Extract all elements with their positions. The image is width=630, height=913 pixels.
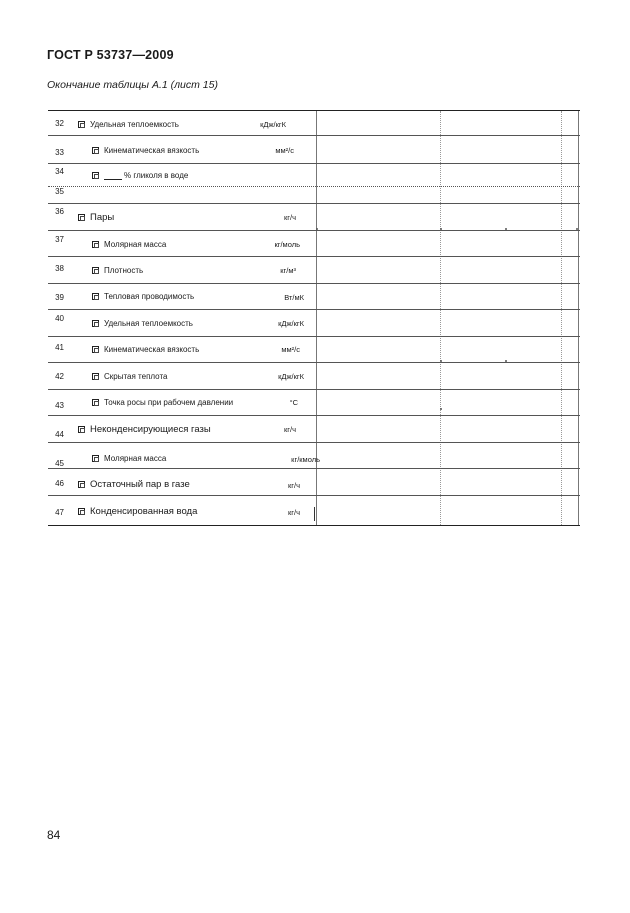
row-unit: Вт/мК [284,293,304,302]
row-unit: кДж/кгК [278,319,304,328]
row-label: Тепловая проводимость [92,292,194,301]
checkbox-icon[interactable] [92,373,99,380]
table-caption: Окончание таблицы А.1 (лист 15) [47,79,218,91]
row-label: Кинематическая вязкость [92,146,199,155]
row-divider [48,336,580,337]
row-number: 44 [55,430,64,439]
column-divider [561,111,562,525]
row-unit: кг/ч [283,213,296,222]
row-divider [48,468,580,469]
row-unit: кг/ч [287,481,300,490]
row-number: 33 [55,148,64,157]
marker-dot [440,408,442,410]
row-divider [48,283,580,284]
checkbox-icon[interactable] [92,320,99,327]
data-table [48,110,580,526]
row-label: Конденсированная вода [78,506,197,517]
row-unit: кг/моль [274,240,300,249]
row-label: Кинематическая вязкость [92,345,199,354]
row-number: 45 [55,459,64,468]
row-divider [48,362,580,363]
checkbox-icon[interactable] [92,267,99,274]
row-number: 42 [55,372,64,381]
row-number: 40 [55,314,64,323]
row-number: 34 [55,167,64,176]
marker-dot [440,228,442,230]
checkbox-icon[interactable] [78,481,85,488]
row-label: Плотность [92,266,143,275]
checkbox-icon[interactable] [92,241,99,248]
row-unit: кг/ч [287,508,300,517]
row-unit: кДж/кгК [278,372,304,381]
row-divider [48,230,580,231]
row-number: 39 [55,293,64,302]
row-label: Удельная теплоемкость [78,120,179,129]
checkbox-icon[interactable] [92,293,99,300]
row-label: Неконденсирующиеся газы [78,424,211,435]
marker-dot [576,228,578,230]
row-label: Скрытая теплота [92,372,167,381]
column-divider [440,111,441,525]
row-label: Молярная масса [92,454,166,463]
row-unit: кг/кмоль [291,455,320,464]
checkbox-icon[interactable] [78,426,85,433]
column-divider [578,111,579,525]
page-number: 84 [47,828,61,842]
row-number: 47 [55,508,64,517]
marker-dot [440,360,442,362]
row-divider [48,309,580,310]
checkbox-icon[interactable] [92,346,99,353]
row-unit: кг/м³ [280,266,296,275]
checkbox-icon[interactable] [92,172,99,179]
row-unit: °С [289,398,298,407]
blank-field[interactable] [104,171,122,180]
row-divider [48,135,580,136]
row-label: Точка росы при рабочем давлении [92,398,233,407]
document-header: ГОСТ Р 53737—2009 [47,48,174,62]
marker-dot [505,228,507,230]
row-number: 35 [55,187,64,196]
row-label: Остаточный пар в газе [78,479,190,490]
row-label: % гликоля в воде [92,171,188,180]
checkbox-icon[interactable] [92,147,99,154]
checkbox-icon[interactable] [92,455,99,462]
row-unit: кДж/кгК [260,120,286,129]
row-divider [48,389,580,390]
row-unit: кг/ч [283,425,296,434]
column-divider [314,507,315,521]
row-number: 36 [55,207,64,216]
row-divider [48,256,580,257]
row-number: 32 [55,119,64,128]
row-number: 38 [55,264,64,273]
row-label: Пары [78,212,114,223]
row-divider [48,186,580,187]
row-divider [48,163,580,164]
marker-dot [316,228,318,230]
row-unit: мм²/с [275,146,294,155]
row-number: 41 [55,343,64,352]
checkbox-icon[interactable] [78,508,85,515]
checkbox-icon[interactable] [78,121,85,128]
row-unit: мм²/с [281,345,300,354]
row-number: 46 [55,479,64,488]
row-number: 43 [55,401,64,410]
row-label: Удельная теплоемкость [92,319,193,328]
marker-dot [505,360,507,362]
row-divider [48,203,580,204]
row-number: 37 [55,235,64,244]
row-divider [48,495,580,496]
row-label: Молярная масса [92,240,166,249]
row-divider [48,442,580,443]
checkbox-icon[interactable] [92,399,99,406]
checkbox-icon[interactable] [78,214,85,221]
row-divider [48,415,580,416]
